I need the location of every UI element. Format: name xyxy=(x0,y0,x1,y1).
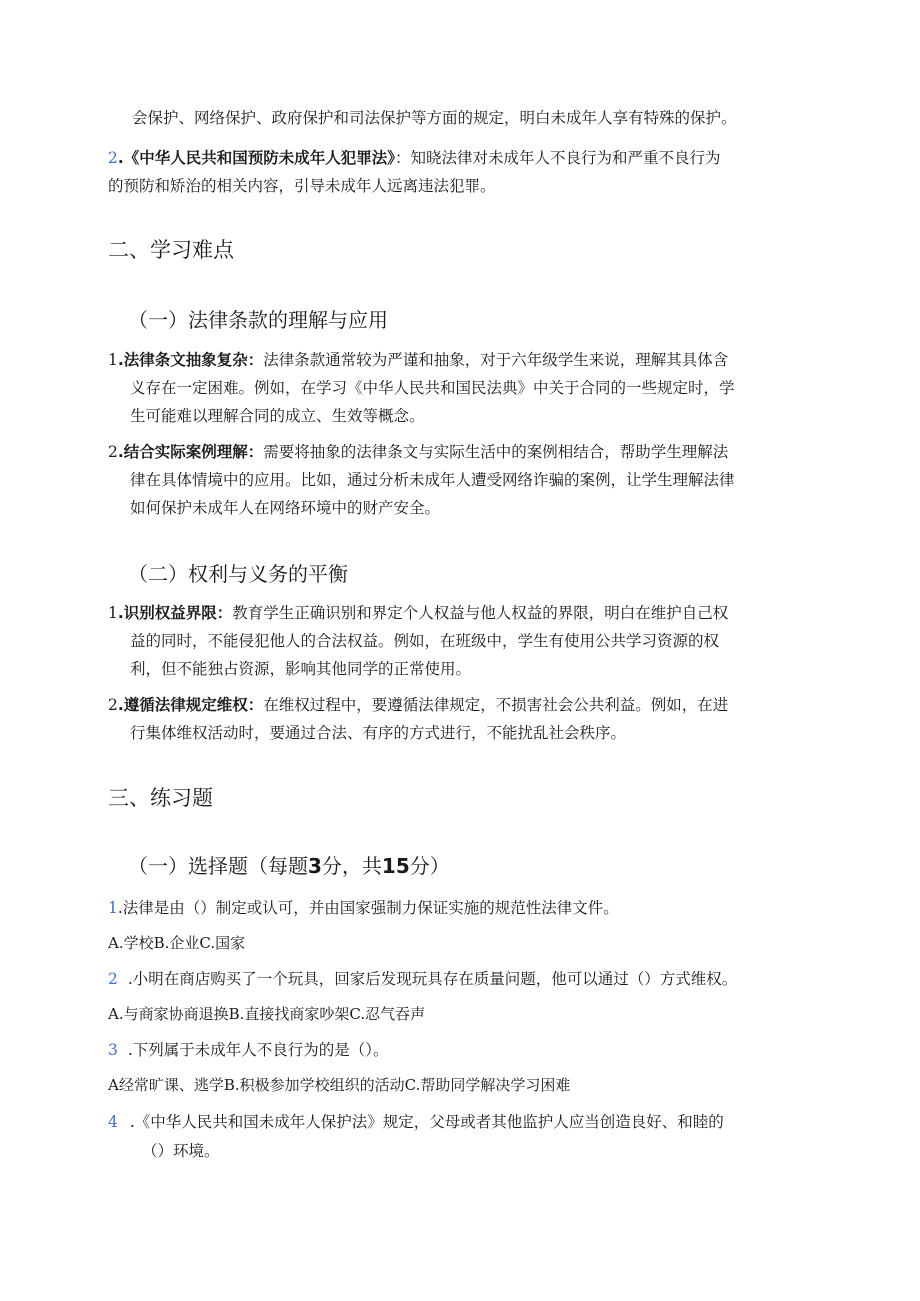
item-number: 2 xyxy=(108,443,118,461)
item-number: 2 xyxy=(108,696,118,714)
item-label: .结合实际案例理解： xyxy=(117,443,264,461)
item-text: 教育学生正确识别和界定个人权益与他人权益的界限，明白在维护自己权 xyxy=(232,604,729,622)
heading-number: 3 xyxy=(308,854,322,878)
item-text: 需要将抽象的法律条文与实际生活中的案例相结合，帮助学生理解法 xyxy=(263,443,729,461)
question xyxy=(108,898,619,918)
list-item xyxy=(108,695,728,715)
question-text: .法律是由（）制定或认可，并由国家强制力保证实施的规范性法律文件。 xyxy=(117,899,619,917)
question xyxy=(108,1040,389,1060)
item-text: 在维权过程中，要遵循法律规定，不损害社会公共利益。例如，在进 xyxy=(263,696,729,714)
list-item xyxy=(108,603,728,623)
item-text-cont: 律在具体情境中的应用。比如，通过分析未成年人遭受网络诈骗的案例，让学生理解法律 xyxy=(130,471,735,489)
item-label: .识别权益界限： xyxy=(117,604,233,622)
question-number: 1 xyxy=(108,899,118,917)
item-text: ：知晓法律对未成年人不良行为和严重不良行为 xyxy=(395,149,721,167)
question-options: A.与商家协商退换B.直接找商家吵架C.忍气吞声 xyxy=(108,1005,426,1023)
item-text-cont: 利，但不能独占资源，影响其他同学的正常使用。 xyxy=(130,660,472,678)
subsection-heading: （二）权利与义务的平衡 xyxy=(128,562,348,586)
subsection-heading: （一）法律条款的理解与应用 xyxy=(128,308,388,332)
question xyxy=(108,969,737,989)
item-label: .法律条文抽象复杂： xyxy=(117,351,264,369)
item-title: .《中华人民共和国预防未成年人犯罪法》 xyxy=(117,149,396,167)
section-heading: 三、练习题 xyxy=(108,786,213,810)
question-number: 2 xyxy=(108,970,118,988)
question-options: A经常旷课、逃学B.积极参加学校组织的活动C.帮助同学解决学习困难 xyxy=(108,1076,571,1094)
question-text: .下列属于未成年人不良行为的是（）。 xyxy=(127,1041,389,1059)
question xyxy=(108,1112,724,1132)
question-number: 4 xyxy=(108,1113,118,1131)
item-text: 法律条款通常较为严谨和抽象，对于六年级学生来说，理解其具体含 xyxy=(263,351,729,369)
item-label: .遵循法律规定维权： xyxy=(117,696,264,714)
item-number: 1 xyxy=(108,604,118,622)
list-item xyxy=(108,442,728,462)
list-item xyxy=(108,148,721,168)
item-text-cont: 如何保护未成年人在网络环境中的财产安全。 xyxy=(130,499,441,517)
question-options: A.学校B.企业C.国家 xyxy=(108,934,246,952)
question-text: .小明在商店购买了一个玩具，回家后发现玩具存在质量问题，他可以通过（）方式维权。 xyxy=(127,970,738,988)
question-text-cont: （）环境。 xyxy=(142,1142,220,1160)
section-heading: 二、学习难点 xyxy=(108,238,234,262)
item-text-cont: 生可能难以理解合同的成立、生效等概念。 xyxy=(130,407,425,425)
intro-line: 会保护、网络保护、政府保护和司法保护等方面的规定，明白未成年人享有特殊的保护。 xyxy=(132,109,737,127)
item-text-cont: 的预防和矫治的相关内容，引导未成年人远离违法犯罪。 xyxy=(108,177,496,195)
subsection-heading xyxy=(128,853,450,879)
item-number: 2 xyxy=(108,149,118,167)
heading-number: 15 xyxy=(381,854,410,878)
heading-part: 分） xyxy=(409,854,450,878)
question-text: .《中华人民共和国未成年人保护法》规定，父母或者其他监护人应当创造良好、和睦的 xyxy=(129,1113,724,1131)
heading-part: 分，共 xyxy=(321,854,382,878)
item-text-cont: 行集体维权活动时，要通过合法、有序的方式进行，不能扰乱社会秩序。 xyxy=(130,724,627,742)
item-text-cont: 义存在一定困难。例如，在学习《中华人民共和国民法典》中关于合同的一些规定时，学 xyxy=(130,379,735,397)
item-number: 1 xyxy=(108,351,118,369)
question-number: 3 xyxy=(108,1041,118,1059)
list-item xyxy=(108,350,728,370)
heading-part: （一）选择题（每题 xyxy=(128,854,308,878)
item-text-cont: 益的同时，不能侵犯他人的合法权益。例如，在班级中，学生有使用公共学习资源的权 xyxy=(130,632,720,650)
